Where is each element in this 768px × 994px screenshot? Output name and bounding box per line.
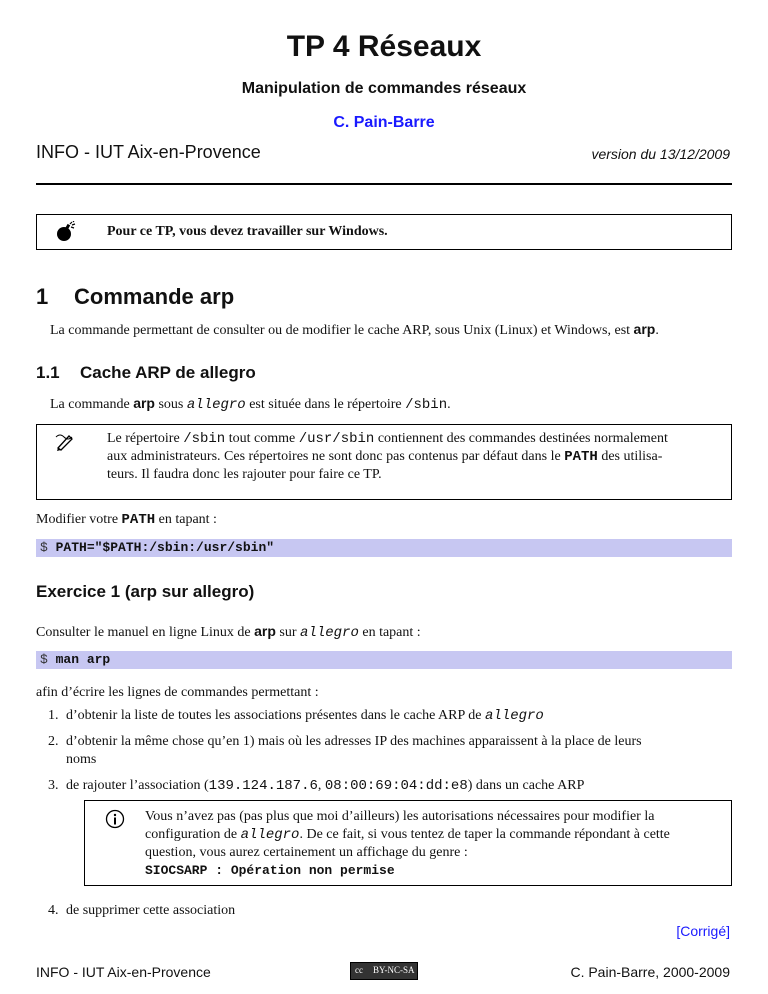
info-line	[145, 826, 715, 844]
text: Modifier votre	[36, 512, 122, 527]
warning-box	[36, 214, 732, 250]
text: sur	[275, 625, 301, 640]
host-name: allegro	[186, 397, 246, 413]
section-1-intro	[50, 320, 659, 340]
info-line: Vous n’avez pas (pas plus que moi d’ailleurs) les autorisations nécessaires pour modifier la	[145, 809, 655, 824]
text: sous	[154, 397, 187, 412]
text: Le répertoire	[107, 431, 184, 446]
version-date: version du 13/12/2009	[591, 146, 730, 162]
text: .	[655, 323, 659, 338]
item-number: 1.	[48, 708, 59, 723]
text: en tapant :	[358, 625, 421, 640]
subsection-title: Cache ARP de allegro	[80, 363, 256, 382]
text: d’obtenir la même chose qu’en 1) mais où les adresses IP des machines apparaissent à la place de leurs	[66, 734, 642, 749]
item-number: 3.	[48, 778, 59, 793]
text: ,	[317, 778, 325, 793]
item-number: 4.	[48, 903, 59, 918]
note-box	[36, 424, 732, 500]
directory: /sbin	[183, 431, 226, 447]
command-name: arp	[133, 395, 155, 411]
text: La commande	[50, 397, 134, 412]
item-line: noms	[66, 752, 97, 767]
host-name: allegro	[484, 708, 544, 724]
text: est située dans le répertoire	[245, 397, 406, 412]
text: des utilisa-	[597, 449, 663, 464]
text: contiennent des commandes destinées normalement	[374, 431, 668, 446]
ip-address: 139.124.187.6	[208, 778, 318, 794]
organization: INFO - IUT Aix-en-Provence	[36, 142, 261, 162]
pencil-note-icon	[55, 431, 77, 451]
info-text	[145, 808, 715, 880]
modify-path-text	[36, 511, 217, 529]
env-var: PATH	[121, 512, 156, 528]
cc-by-nc-sa-icon	[350, 962, 418, 980]
prompt-symbol: $	[40, 540, 48, 555]
text: Consulter le manuel en ligne Linux de	[36, 625, 255, 640]
license-text: BY-NC-SA	[373, 965, 415, 975]
command-name: arp	[633, 321, 656, 337]
bomb-icon	[55, 221, 79, 243]
prompt-symbol: $	[40, 652, 48, 667]
note-line	[107, 448, 717, 466]
directory: /sbin	[405, 397, 448, 413]
mac-address: 08:00:69:04:dd:e8	[324, 778, 468, 794]
item-number: 2.	[48, 734, 59, 749]
section-1-1-heading	[36, 363, 256, 383]
cc-label: cc	[355, 965, 363, 975]
text: La commande permettant de consulter ou de modifier le cache ARP, sous Unix (Linux) et Windows, est	[50, 323, 634, 338]
item-line	[48, 733, 732, 751]
section-title: Commande arp	[74, 284, 235, 309]
command-text: PATH="$PATH:/sbin:/usr/sbin"	[55, 540, 275, 555]
command-line-man[interactable]	[36, 651, 732, 669]
exercise-heading: Exercice 1 (arp sur allegro)	[36, 582, 255, 601]
list-item	[48, 777, 732, 795]
text: configuration de	[145, 827, 241, 842]
info-line: question, vous aurez certainement un affichage du genre :	[145, 845, 468, 860]
text: d’obtenir la liste de toutes les associations présentes dans le cache ARP de	[66, 708, 485, 723]
host-name: allegro	[240, 827, 300, 843]
list-item	[48, 733, 732, 769]
footer-organization: INFO - IUT Aix-en-Provence	[36, 964, 211, 980]
command-text: man arp	[55, 652, 111, 667]
env-var: PATH	[564, 449, 598, 465]
author-link[interactable]: C. Pain-Barre	[333, 114, 435, 131]
list-item	[48, 902, 732, 920]
host-name: allegro	[300, 625, 359, 641]
info-box	[84, 800, 732, 886]
text: aux administrateurs. Ces répertoires ne sont donc pas contenus par défaut dans le	[107, 449, 565, 464]
text: .	[447, 397, 451, 412]
note-text	[107, 430, 717, 484]
section-1-heading	[36, 284, 234, 310]
error-output: SIOCSARP : Opération non permise	[145, 863, 395, 878]
footer-author: C. Pain-Barre, 2000-2009	[570, 964, 730, 980]
text: en tapant :	[155, 512, 217, 527]
text: de rajouter l’association (	[66, 778, 209, 793]
text: tout comme	[225, 431, 299, 446]
command-line-path[interactable]	[36, 539, 732, 557]
corrige-link[interactable]: [Corrigé]	[676, 923, 730, 939]
subsection-number: 1.1	[36, 363, 60, 382]
warning-text: Pour ce TP, vous devez travailler sur Windows.	[107, 224, 388, 239]
text: de supprimer cette association	[66, 903, 236, 918]
list-intro: afin d’écrire les lignes de commandes permettant :	[36, 685, 319, 700]
section-number: 1	[36, 284, 49, 309]
page-subtitle: Manipulation de commandes réseaux	[241, 80, 527, 97]
note-line: teurs. Il faudra donc les rajouter pour faire ce TP.	[107, 467, 382, 482]
section-1-1-intro	[50, 394, 451, 414]
exercise-intro	[36, 622, 421, 642]
text: ) dans un cache ARP	[467, 778, 585, 793]
list-item	[48, 707, 732, 725]
note-line	[107, 430, 717, 448]
header-divider	[36, 183, 732, 185]
command-name: arp	[254, 623, 276, 639]
page-title: TP 4 Réseaux	[286, 30, 482, 63]
info-icon	[105, 809, 125, 829]
directory: /usr/sbin	[298, 431, 375, 447]
text: . De ce fait, si vous tentez de taper la commande répondant à cette	[299, 827, 670, 842]
